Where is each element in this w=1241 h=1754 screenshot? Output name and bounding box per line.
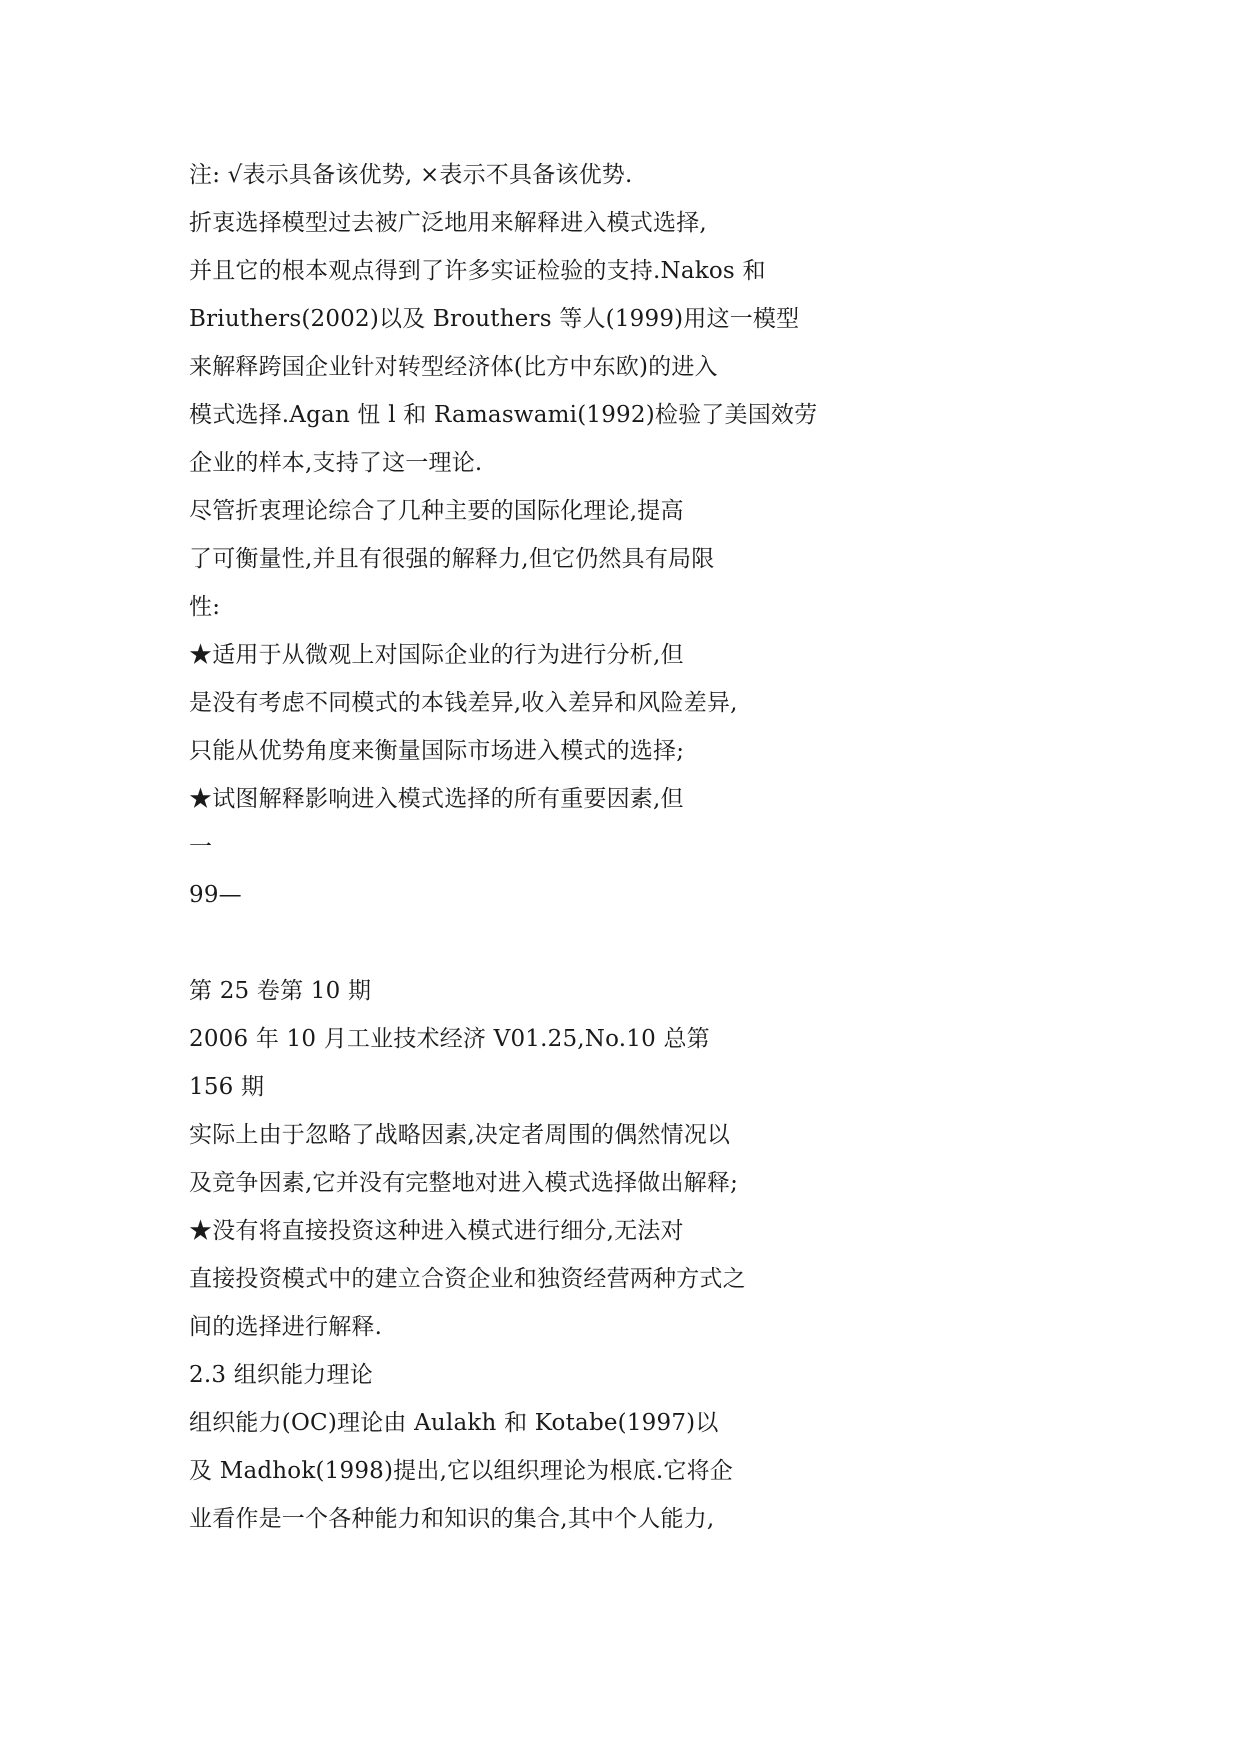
body-line: 业看作是一个各种能力和知识的集合,其中个人能力, [189,1506,715,1532]
journal-issue: 156 期 [189,1074,265,1100]
body-line: 来解释跨国企业针对转型经济体(比方中东欧)的进入 [189,354,718,380]
body-line: 及 Madhok(1998)提出,它以组织理论为根底.它将企 [189,1458,733,1484]
bullet-line: ★适用于从微观上对国际企业的行为进行分析,但 [189,642,684,668]
body-line: 尽管折衷理论综合了几种主要的国际化理论,提高 [189,498,684,524]
body-line: 是没有考虑不同模式的本钱差异,收入差异和风险差异, [189,690,738,716]
body-line: 了可衡量性,并且有很强的解释力,但它仍然具有局限 [189,546,715,572]
body-line: 模式选择.Agan 忸 l 和 Ramaswami(1992)检验了美国效劳 [189,402,818,428]
journal-header: 2006 年 10 月工业技术经济 V01.25,No.10 总第 [189,1026,710,1052]
note-line: 注: √表示具备该优势, ×表示不具备该优势. [189,162,633,188]
body-line: 组织能力(OC)理论由 Aulakh 和 Kotabe(1997)以 [189,1410,719,1436]
journal-volume: 第 25 卷第 10 期 [189,978,372,1004]
body-line: 及竞争因素,它并没有完整地对进入模式选择做出解释; [189,1170,739,1196]
section-heading: 2.3 组织能力理论 [189,1362,373,1388]
body-line: 企业的样本,支持了这一理论. [189,450,483,476]
body-line: 间的选择进行解释. [189,1314,383,1340]
body-line: 直接投资模式中的建立合资企业和独资经营两种方式之 [189,1266,746,1292]
bullet-line: ★试图解释影响进入模式选择的所有重要因素,但 [189,786,684,812]
body-line: 折衷选择模型过去被广泛地用来解释进入模式选择, [189,210,707,236]
body-line: 性: [189,594,221,620]
body-line: 只能从优势角度来衡量国际市场进入模式的选择; [189,738,685,764]
body-line: Briuthers(2002)以及 Brouthers 等人(1999)用这一模型 [189,306,800,332]
body-line: 并且它的根本观点得到了许多实证检验的支持.Nakos 和 [189,258,766,284]
page-number: 99— [189,882,242,908]
bullet-line: ★没有将直接投资这种进入模式进行细分,无法对 [189,1218,684,1244]
body-line: 实际上由于忽略了战略因素,决定者周围的偶然情况以 [189,1122,731,1148]
page-number-dash: 一 [189,834,213,860]
